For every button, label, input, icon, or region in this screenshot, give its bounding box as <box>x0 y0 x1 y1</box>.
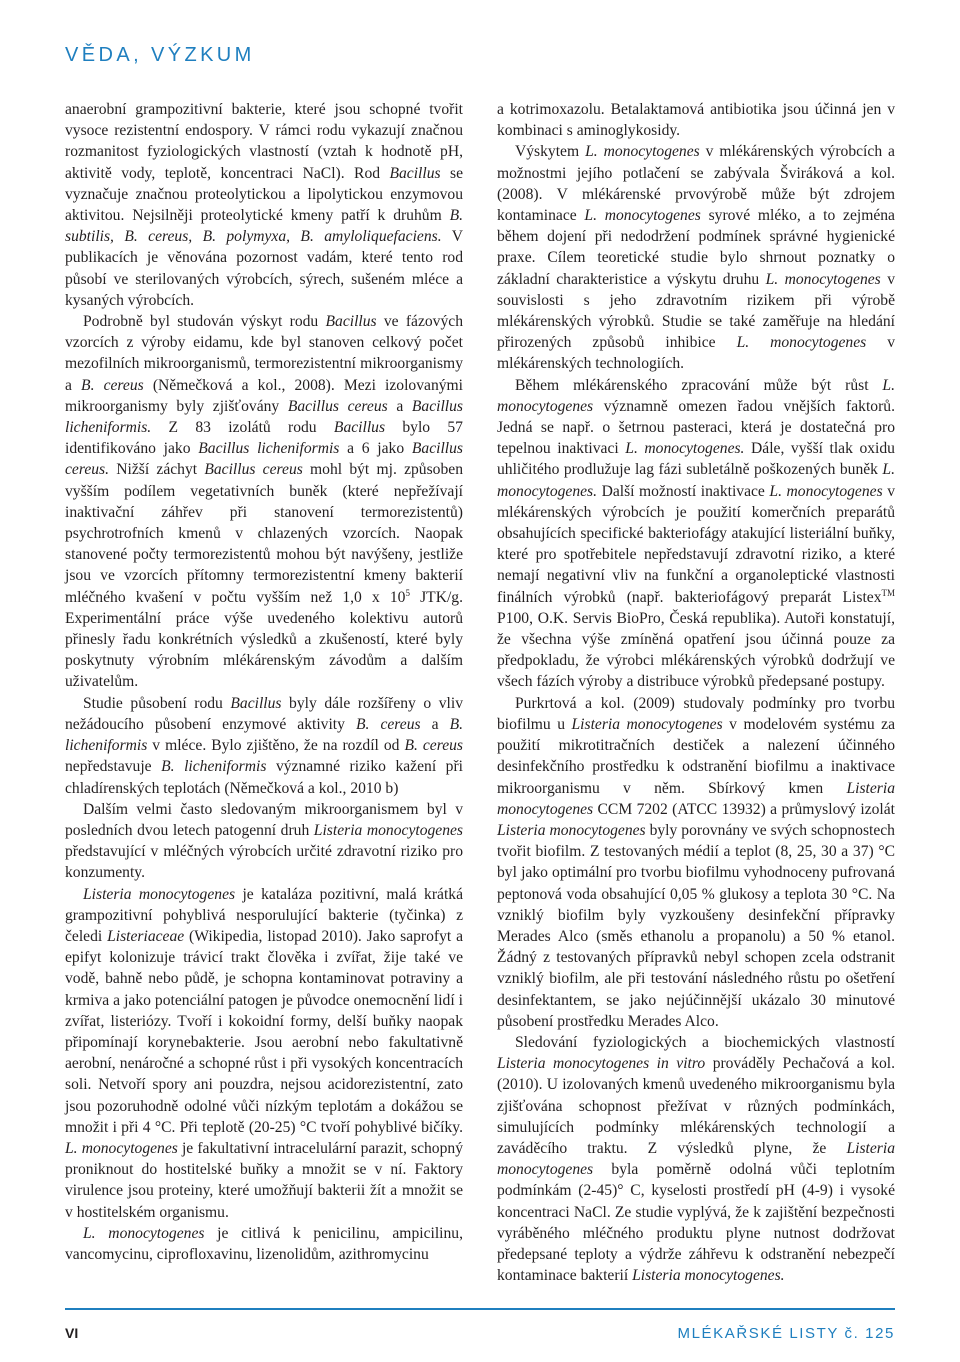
italic-span: L. monocytogenes <box>65 1139 178 1157</box>
paragraph: Během mlékárenského zpracování může být růst L. monocytogenes významně omezen řadou vnějších faktorů. Jedná se např. o šetrnou pasteraci, která je dostatečná pro tepelnou inaktivaci L. monocytogenes. Dále, vyšší tlak oxidu uhličitého prodlužuje lag fázi subletálně poškozených buněk L. monocytogenes. Další možností inaktivace L. monocytogenes v mlékárenských výrobcích je použití komerčních preparátů obsahujících specifické bakteriofágy atakující listeriální buňky, které pro spotřebitele nepředstavují zdravotní riziko, a které nemají negativní vliv na funkční a organoleptické vlastnosti finálních výrobků (např. bakteriofágový preparát Listex™ P100, O.K. Servis BioPro, Česká republika). Autoři konstatují, že všechna výše zmíněná opatření jsou účinná pouze za předpokladu, že výrobci mlékárenských výrobků dodržují ve všech fázích výroby a distribuce výrobků předepsané postupy. <box>497 376 895 691</box>
italic-span: L. monocytogenes <box>83 1224 205 1242</box>
italic-span: Listeria monocytogenes <box>83 885 236 903</box>
italic-span: L. monocytogenes <box>769 482 883 500</box>
italic-span: Bacillus licheniformis <box>198 440 340 458</box>
italic-span: Bacillus <box>333 419 386 437</box>
italic-span: Bacillus <box>325 313 377 331</box>
italic-span: Bacillus cereus. <box>65 440 463 479</box>
italic-span: Listeria monocytogenes <box>497 779 895 818</box>
italic-span: Listeria monocytogenes <box>313 821 463 839</box>
paragraph: Listeria monocytogenes je kataláza pozitivní, malá krátká grampozitivní pohyblivá nesporulující bakterie (tyčinka) z čeledi Listeriaceae (Wikipedia, listopad 2010). Jako saprofyt a epifyt kolonizuje trávicí trakt člověka i zvířat, žije také ve vodě, bahně nebo půdě, je schopna kontaminovat potraviny a krmiva a jako potenciální patogen je původce onemocnění lidí i zvířat, listeriózy. Tvoří i kokoidní formy, delší buňky naopak připomínají korynebakterie. Jsou aerobní nebo fakultativně aerobní, nenáročné a schopné růst i při vysokých koncentracích soli. Netvoří spory ani pouzdra, nejsou acidorezistentní, zato jsou pozoruhodně odolné vůči nízkým teplotám a dokážou se množit i při 4 °C. Při teplotě (20-25) °C tvoří pohyblivé bičíky. L. monocytogenes je fakultativní intracelulární parazit, schopný proniknout do hostitelské buňky a množit se v ní. Faktory virulence jsou proteiny, které umožňují bakterii žít a množit se v hostitelském organismu. <box>65 885 463 1221</box>
footer-rule <box>65 1308 895 1310</box>
right-column <box>497 99 895 1286</box>
section-header: VĚDA, VÝZKUM <box>65 44 255 66</box>
paragraph: Studie působení rodu Bacillus byly dále rozšířeny o vliv nežádoucího působení enzymové aktivity B. cereus a B. licheniformis v mléce. Bylo zjištěno, že na rozdíl od B. cereus nepředstavuje B. licheniformis významné riziko kažení při chladírenských teplotách (Němečková a kol., 2010 b) <box>65 694 464 797</box>
paragraph: a kotrimoxazolu. Betalaktamová antibiotika jsou účinná jen v kombinaci s aminoglykosidy. <box>497 101 895 140</box>
paragraph: Výskytem L. monocytogenes v mlékárenských výrobcích a možnostmi jejího potlačení se zabývala Šviráková a kol. (2008). V mlékárenské prvovýrobě může být zdrojem kontaminace L. monocytogenes syrové mléko, a to zejména během dojení při nedodržení podmínek správné hygienické praxe. Cílem teoretické studie bylo shrnout poznatky o základní charakteristice a výskytu druhu L. monocytogenes v souvislosti s jeho zdravotním rizikem při výrobě mlékárenských výrobků. Studie se také zaměřuje na hledání přirozených způsobů inhibice L. monocytogenes v mlékárenských technologiích. <box>497 143 895 373</box>
paragraph: Purkrtová a kol. (2009) studovaly podmínky pro tvorbu biofilmu u Listeria monocytogenes v modelovém systému za použití mikrotitračních destiček a nalezení účinného desinfekčního prostředku k odstranění biofilmu a inaktivace mikroorganismu v něm. Sbírkový kmen Listeria monocytogenes CCM 7202 (ATCC 13932) a průmyslový izolát Listeria monocytogenes byly porovnány ve svých schopnostech tvořit biofilm. Z testovaných médií a teplot (8, 25, 30 a 37) °C byl jako optimální pro tvorbu biofilmu vyhodnoceny pufrovaná peptonová voda obsahující 0,05 % glukosy a teplota 30 °C. Na vzniklý biofilm byly vyzkoušeny desinfekční přípravky Merades Alco (směs ethanolu a propanolu) a 50 % etanol. Žádný z testovaných přípravků nebyl schopen zcela odstranit vzniklý biofilm, ale při testování následného růstu po ošetření desinfektantem, se jako nejúčinnější ukázalo 30 minutové působení prostředku Merades Alco. <box>497 694 895 1030</box>
italic-span: Bacillus <box>230 694 282 712</box>
italic-span: B. licheniformis <box>65 715 464 755</box>
paragraph: L. monocytogenes je citlivá k penicilinu, ampicilinu, vancomycinu, ciprofloxavinu, lizenolidům, azithromycinu <box>65 1224 463 1263</box>
italic-span: L. monocytogenes <box>736 334 867 352</box>
italic-span: L. monocytogenes. <box>497 461 895 500</box>
italic-span: Listeria monocytogenes <box>571 715 723 733</box>
paragraph: anaerobní grampozitivní bakterie, které jsou schopné tvořit vysoce rezistentní endospory. V rámci rodu vykazují značnou rozmanitost fyziologických vlastností (vztah k hodnotě pH, aktivitě vody, teplotě, koncentraci NaCl). Rod Bacillus se vyznačuje značnou proteolytickou a lipolytickou enzymovou aktivitou. Nejsilněji proteolytické kmeny patří k druhům B. subtilis, B. cereus, B. polymyxa, B. amyloliquefaciens. V publikacích je věnována pozornost vadám, které tento rod působí ve sterilovaných výrobcích, sýrech, sušeném mléce a kysaných výrobcích. <box>65 101 463 309</box>
italic-span: Bacillus <box>389 164 441 182</box>
italic-span: Listeria monocytogenes <box>497 1139 895 1179</box>
paragraph: Podrobně byl studován výskyt rodu Bacillus ve fázových vzorcích z výroby eidamu, kde byl stanoven celkový počet mezofilních mikroorganismů, termorezistentní mikroorganismy a B. cereus (Němečková a kol., 2008). Mezi izolovanými mikroorganismy byly zjišťovány Bacillus cereus a Bacillus licheniformis. Z 83 izolátů rodu Bacillus bylo 57 identifikováno jako Bacillus licheniformis a 6 jako Bacillus cereus. Nižší záchyt Bacillus cereus mohl být mj. způsoben vyšším podílem vegetativních buněk (které nepřežívají inaktivační záhřev při stanovení termorezistentů) psychrotrofních kmenů v chlazených vzorcích. Naopak stanovené počty termorezistentů mohou být navýšeny, jestliže jsou ve vzorcích přítomny termorezistentní kmeny bakterií mléčného kvašení v počtu vyšším než 1,0 x $10^5$ JTK/g. Experimentální práce výše uvedeného kolektivu autorů přinesly řadu konkrétních výsledků a zkušeností, které byly poskytnuty výrobním mlékárenským závodům a dalším uživatelům. <box>65 313 464 691</box>
italic-span: Bacillus cereus <box>204 461 303 479</box>
italic-span: Listeria monocytogenes <box>497 821 646 839</box>
italic-span: L. monocytogenes <box>497 376 895 415</box>
italic-span: L. monocytogenes <box>765 270 881 288</box>
page-number: VI <box>65 1325 79 1341</box>
italic-span: B. subtilis, B. cereus, B. polymyxa, B. amyloliquefaciens. <box>65 207 463 246</box>
italic-span: Bacillus cereus <box>287 397 388 415</box>
italic-span: L. monocytogenes <box>585 143 700 161</box>
italic-span: Listeria monocytogenes in vitro <box>497 1055 706 1073</box>
left-column <box>65 99 463 1265</box>
italic-span: L. monocytogenes <box>584 207 701 225</box>
italic-span: B. licheniformis <box>161 758 267 776</box>
superscript: 5 <box>405 587 410 598</box>
paragraph: Sledování fyziologických a biochemických vlastností Listeria monocytogenes in vitro prováděly Pechačová a kol. (2010). U izolovaných kmenů uvedeného mikroorganismu byla zjišťována schopnost přežívat v různých podmínkách, simulujících podmínky mlékárenských technologií a zaváděcího traktu. Z výsledků plyne, že Listeria monocytogenes byla poměrně odolná vůči teplotním podmínkám (2-45)° C, kyselosti prostředí pH (4-9) i vysoké koncentraci NaCl. Ze studie vyplývá, že k zajištění bezpečnosti vyráběného mléčného produktu plyne nutnost dodržovat předepsané teploty a výdrže záhřevu k odstranění nebezpečí kontaminace bakterií Listeria monocytogenes. <box>497 1033 895 1285</box>
italic-span: Listeriaceae <box>107 927 185 945</box>
paragraph: Dalším velmi často sledovaným mikroorganismem byl v posledních dvou letech patogenní druh Listeria monocytogenes představující v mléčných výrobcích určité zdravotní riziko pro konzumenty. <box>65 800 463 882</box>
italic-span: B. cereus <box>81 376 144 394</box>
superscript: TM <box>881 587 895 598</box>
italic-span: Bacillus licheniformis. <box>65 397 463 437</box>
italic-span: L. monocytogenes. <box>625 440 745 458</box>
journal-name: MLÉKAŘSKÉ LISTY č. 125 <box>677 1325 895 1342</box>
italic-span: Listeria monocytogenes. <box>632 1267 785 1285</box>
italic-span: B. cereus <box>355 715 421 733</box>
italic-span: B. cereus <box>404 737 463 755</box>
